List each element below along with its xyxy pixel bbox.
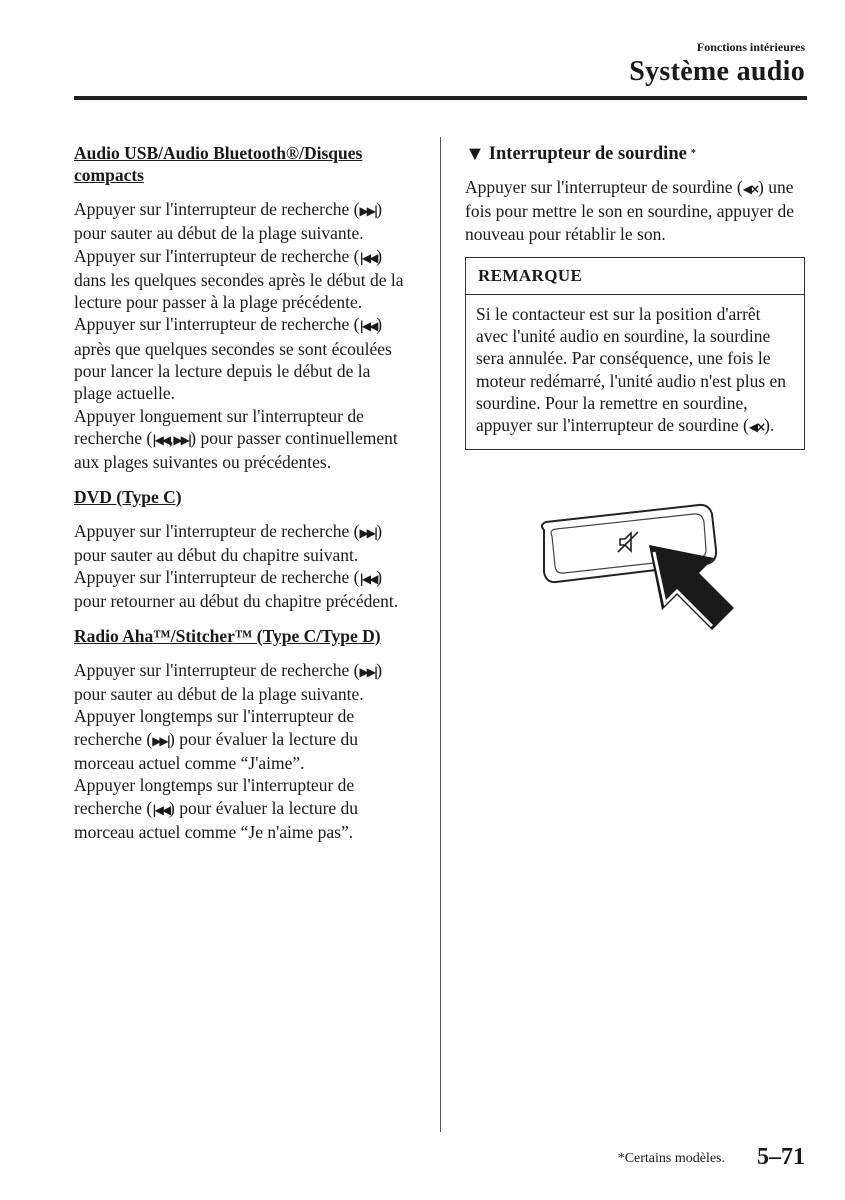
paragraph: Appuyer sur l'interrupteur de recherche (|◀◀) après que quelques secondes se sont écoulées pour lancer la lecture depuis le début de la plage actuelle.	[74, 314, 392, 404]
right-column	[465, 142, 805, 450]
previous-track-icon: |◀◀	[152, 432, 170, 447]
page-number: 5–71	[757, 1144, 805, 1170]
paragraph: Appuyer sur l'interrupteur de sourdine (◀×) une fois pour mettre le son en sourdine, appuyer de nouveau pour rétablir le son.	[465, 177, 795, 244]
paragraph: Appuyer sur l'interrupteur de recherche (|◀◀) pour retourner au début du chapitre précédent.	[74, 567, 399, 612]
subheading-dvd: DVD (Type C)	[74, 486, 182, 507]
section-heading-mute: ▼ Interrupteur de sourdine *	[465, 143, 696, 165]
mute-icon: ◀×	[742, 182, 759, 196]
page-title: Système audio	[629, 56, 805, 87]
next-track-icon: ▶▶|	[152, 733, 170, 748]
paragraph: Appuyer longtemps sur l'interrupteur de recherche (|◀◀) pour évaluer la lecture du morceau actuel comme “Je n'aime pas”.	[74, 775, 359, 842]
paragraph: Appuyer sur l'interrupteur de recherche (|◀◀) dans les quelques secondes après le début de la lecture pour passer à la plage précédente.	[74, 245, 404, 313]
column-divider	[440, 137, 441, 1132]
previous-track-icon: |◀◀	[152, 802, 170, 817]
mute-icon: ◀×	[748, 420, 765, 435]
paragraph: Appuyer sur l'interrupteur de recherche (▶▶|) pour sauter au début du chapitre suivant.	[74, 520, 383, 565]
previous-track-icon: |◀◀	[359, 319, 377, 334]
footnote: *Certains modèles.	[617, 1151, 725, 1166]
previous-track-icon: |◀◀	[359, 250, 377, 265]
subheading-usb-bluetooth-cd: Audio USB/Audio Bluetooth®/Disques compacts	[74, 143, 363, 185]
next-track-icon: ▶▶|	[359, 664, 377, 679]
paragraph: Appuyer sur l'interrupteur de recherche (▶▶|) pour sauter au début de la plage suivante.	[74, 659, 383, 705]
paragraph: Appuyer sur l'interrupteur de recherche (▶▶|) pour sauter au début de la plage suivante.	[74, 199, 383, 244]
paragraph: Appuyer longuement sur l'interrupteur de recherche (|◀◀,▶▶|) pour passer continuellement aux plages suivantes ou précédentes.	[74, 405, 398, 473]
note-box	[465, 257, 805, 450]
note-title: REMARQUE	[466, 258, 804, 295]
header-section-label: Fonctions intérieures	[696, 40, 805, 54]
note-body: Si le contacteur est sur la position d'arrêt avec l'unité audio en sourdine, la sourdine sera annulée. Par conséquence, une fois le moteur redémarré, l'unité audio n'est plus en sourdine. Pour la remettre en sourdine, appuyer sur l'interrupteur de sourdine (◀×).	[476, 303, 787, 436]
mute-button-illustration	[534, 500, 744, 650]
subheading-aha-stitcher: Radio Aha™/Stitcher™ (Type C/Type D)	[74, 625, 381, 646]
left-column	[74, 142, 404, 843]
paragraph: Appuyer longtemps sur l'interrupteur de recherche (▶▶|) pour évaluer la lecture du morceau actuel comme “J'aime”.	[74, 706, 359, 773]
previous-track-icon: |◀◀	[359, 572, 377, 587]
next-track-icon: ▶▶|	[359, 525, 377, 540]
next-track-icon: ▶▶|	[359, 204, 377, 218]
triangle-bullet-icon: ▼	[465, 143, 485, 165]
header-rule	[74, 96, 807, 100]
next-track-icon: ▶▶|	[173, 432, 191, 447]
